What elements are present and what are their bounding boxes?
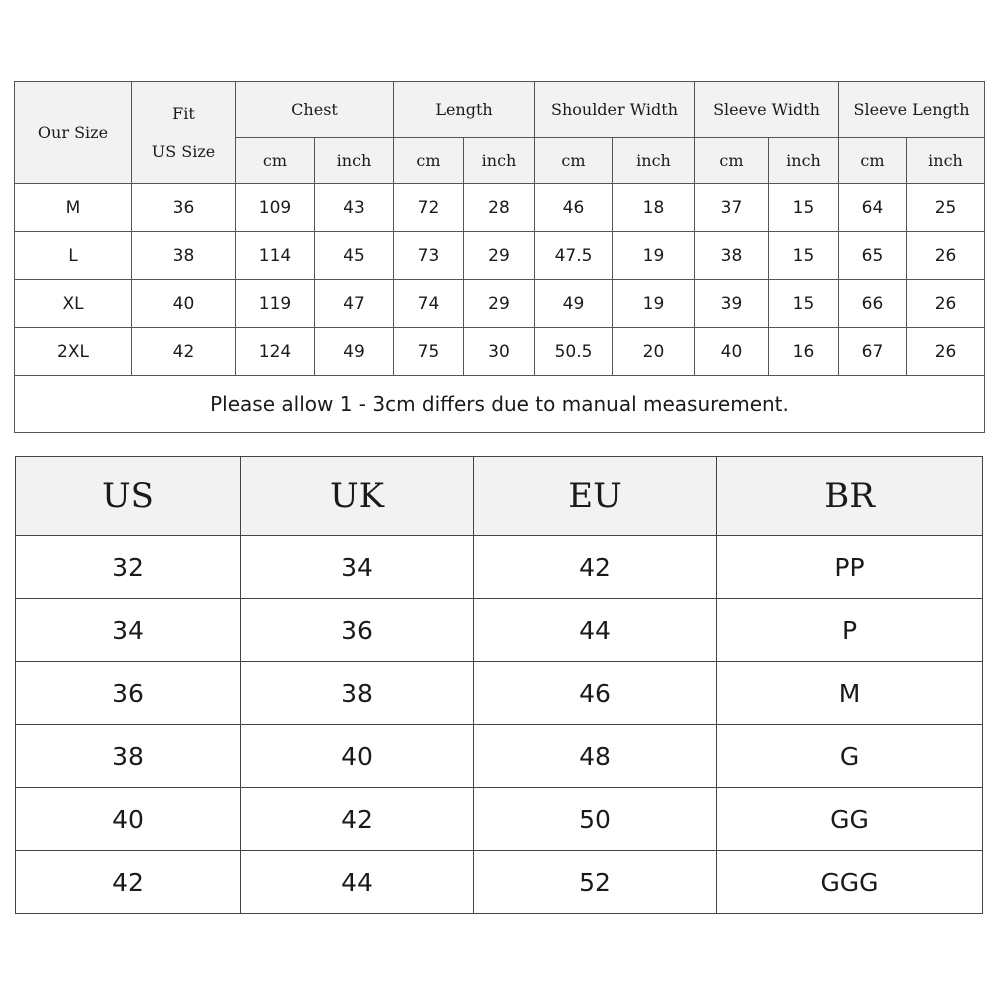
table-cell: 36 (132, 184, 236, 232)
sleeve-width-header: Sleeve Width (695, 82, 839, 138)
unit-inch-header: inch (315, 138, 394, 184)
table-cell: 30 (464, 328, 535, 376)
conversion-header-cell: BR (717, 457, 983, 536)
table-cell: GG (717, 788, 983, 851)
table-cell: PP (717, 536, 983, 599)
table-cell: 46 (474, 662, 717, 725)
unit-cm-header: cm (394, 138, 464, 184)
table-cell: 34 (241, 536, 474, 599)
table-cell: 42 (241, 788, 474, 851)
unit-inch-header: inch (907, 138, 985, 184)
table-cell: 28 (464, 184, 535, 232)
table-cell: 40 (132, 280, 236, 328)
table-cell: 26 (907, 328, 985, 376)
table-cell: 50.5 (535, 328, 613, 376)
fit-label: Fit (172, 103, 195, 123)
unit-cm-header: cm (236, 138, 315, 184)
table-row (15, 328, 985, 376)
table-cell: 114 (236, 232, 315, 280)
table-cell: 40 (16, 788, 241, 851)
unit-inch-header: inch (464, 138, 535, 184)
table-cell: 42 (474, 536, 717, 599)
table-cell: 19 (613, 232, 695, 280)
table-cell: M (717, 662, 983, 725)
unit-inch-header: inch (613, 138, 695, 184)
table-cell: M (15, 184, 132, 232)
table-cell: 34 (16, 599, 241, 662)
table-cell: 48 (474, 725, 717, 788)
unit-cm-header: cm (535, 138, 613, 184)
table-cell: P (717, 599, 983, 662)
table-row (16, 725, 983, 788)
table-cell: 42 (16, 851, 241, 914)
table-row (16, 851, 983, 914)
fit-us-size-header (132, 82, 236, 184)
table-cell: 15 (769, 184, 839, 232)
table-cell: 49 (315, 328, 394, 376)
conversion-header-cell: UK (241, 457, 474, 536)
conversion-header-cell: EU (474, 457, 717, 536)
table-cell: 26 (907, 232, 985, 280)
table-cell: 15 (769, 280, 839, 328)
table-cell: 109 (236, 184, 315, 232)
table-cell: 36 (241, 599, 474, 662)
table-cell: 29 (464, 232, 535, 280)
table-cell: 36 (16, 662, 241, 725)
table-cell: 47 (315, 280, 394, 328)
sleeve-length-header: Sleeve Length (839, 82, 985, 138)
table-cell: 49 (535, 280, 613, 328)
conversion-header-row (16, 457, 983, 536)
table-row (16, 599, 983, 662)
measurement-note: Please allow 1 - 3cm differs due to manual measurement. (15, 376, 985, 433)
table-cell: 38 (241, 662, 474, 725)
table-cell: 16 (769, 328, 839, 376)
table-cell: 40 (241, 725, 474, 788)
conversion-table-body (16, 536, 983, 914)
table-cell: 52 (474, 851, 717, 914)
table-row (16, 536, 983, 599)
table-cell: 38 (16, 725, 241, 788)
table-cell: 119 (236, 280, 315, 328)
table-row (15, 184, 985, 232)
table-cell: 45 (315, 232, 394, 280)
table-row (15, 280, 985, 328)
shoulder-width-header: Shoulder Width (535, 82, 695, 138)
table-cell: 29 (464, 280, 535, 328)
table-cell: 44 (241, 851, 474, 914)
table-row (16, 662, 983, 725)
table-cell: 73 (394, 232, 464, 280)
table-cell: 43 (315, 184, 394, 232)
table-cell: XL (15, 280, 132, 328)
table-cell: 72 (394, 184, 464, 232)
table-cell: 50 (474, 788, 717, 851)
table-cell: 42 (132, 328, 236, 376)
chest-header: Chest (236, 82, 394, 138)
table-cell: G (717, 725, 983, 788)
table-cell: 124 (236, 328, 315, 376)
unit-cm-header: cm (695, 138, 769, 184)
table-cell: 26 (907, 280, 985, 328)
table-cell: L (15, 232, 132, 280)
conversion-header-cell: US (16, 457, 241, 536)
table-cell: 46 (535, 184, 613, 232)
us-size-label: US Size (151, 141, 216, 161)
table-row (15, 232, 985, 280)
unit-cm-header: cm (839, 138, 907, 184)
table-cell: 19 (613, 280, 695, 328)
table-cell: 25 (907, 184, 985, 232)
table-cell: 67 (839, 328, 907, 376)
size-chart-table (14, 81, 985, 433)
unit-inch-header: inch (769, 138, 839, 184)
table-cell: 32 (16, 536, 241, 599)
table-row (16, 788, 983, 851)
table-cell: 47.5 (535, 232, 613, 280)
table-cell: 64 (839, 184, 907, 232)
table-cell: 18 (613, 184, 695, 232)
table-cell: 2XL (15, 328, 132, 376)
size-conversion-table (15, 456, 983, 914)
table-cell: GGG (717, 851, 983, 914)
table-cell: 15 (769, 232, 839, 280)
our-size-header: Our Size (15, 82, 132, 184)
table-cell: 20 (613, 328, 695, 376)
size-table-body (15, 184, 985, 376)
table-cell: 37 (695, 184, 769, 232)
table-cell: 38 (695, 232, 769, 280)
table-cell: 66 (839, 280, 907, 328)
table-cell: 74 (394, 280, 464, 328)
length-header: Length (394, 82, 535, 138)
table-cell: 39 (695, 280, 769, 328)
table-cell: 75 (394, 328, 464, 376)
table-cell: 65 (839, 232, 907, 280)
table-cell: 40 (695, 328, 769, 376)
table-cell: 44 (474, 599, 717, 662)
table-cell: 38 (132, 232, 236, 280)
